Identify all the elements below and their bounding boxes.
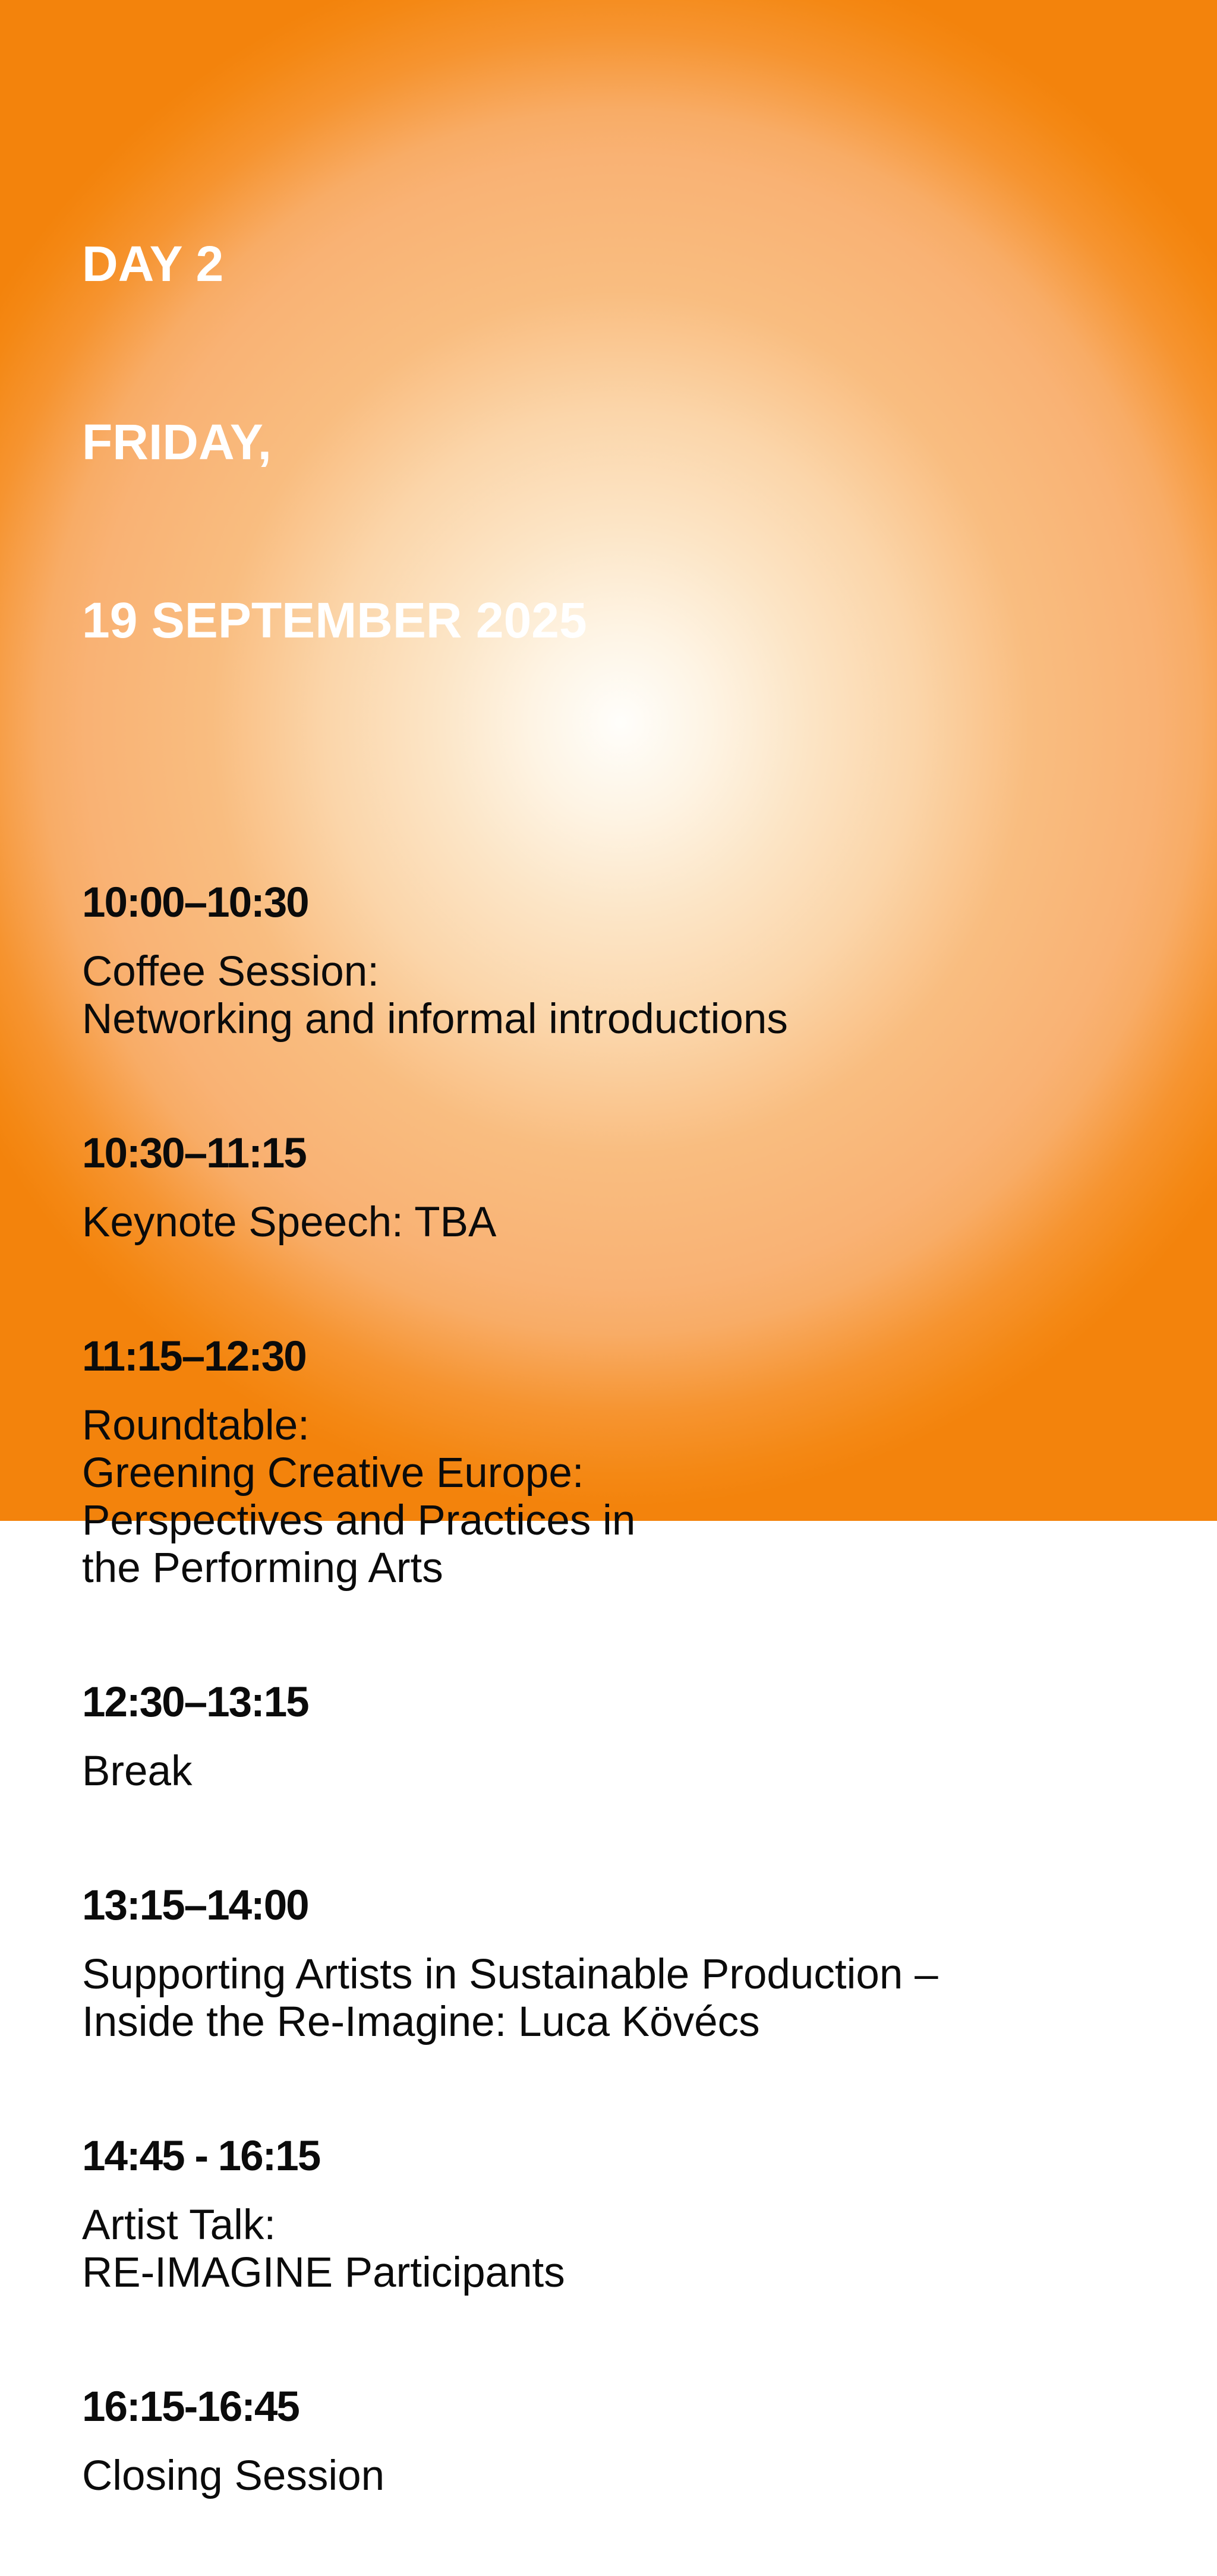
session-time: 16:15-16:45	[82, 2384, 299, 2430]
schedule-entry	[82, 1109, 938, 1246]
session-title-line: Supporting Artists in Sustainable Production –	[82, 1951, 938, 1998]
session-title-line: Break	[82, 1748, 193, 1795]
schedule-entry	[82, 1861, 938, 2046]
session-title-line: Networking and informal introductions	[82, 996, 788, 1043]
date-label: 19 SEPTEMBER 2025	[82, 592, 587, 648]
session-title-line: Perspectives and Practices in	[82, 1497, 636, 1544]
session-time: 12:30–13:15	[82, 1679, 308, 1726]
session-time: 10:00–10:30	[82, 879, 308, 926]
session-time: 10:30–11:15	[82, 1130, 306, 1177]
session-title-line: RE-IMAGINE Participants	[82, 2249, 565, 2296]
session-title-line: Greening Creative Europe:	[82, 1450, 584, 1497]
weekday-label: FRIDAY,	[82, 414, 272, 470]
session-title-line: Keynote Speech: TBA	[82, 1199, 497, 1246]
session-title-line: Closing Session	[82, 2452, 385, 2499]
poster-content	[82, 83, 938, 2576]
day-label: DAY 2	[82, 236, 224, 292]
session-title-line: Coffee Session:	[82, 948, 379, 995]
day-header	[82, 115, 938, 769]
schedule	[82, 836, 938, 2544]
schedule-entry	[82, 858, 938, 1043]
session-title-line: the Performing Arts	[82, 1545, 443, 1592]
schedule-entry	[82, 2362, 938, 2500]
session-title-line: Inside the Re-Imagine: Luca Kövécs	[82, 1999, 760, 2045]
schedule-entry	[82, 2111, 938, 2297]
session-time: 11:15–12:30	[82, 1333, 306, 1380]
session-time: 13:15–14:00	[82, 1882, 308, 1929]
session-title-line: Roundtable:	[82, 1402, 310, 1449]
session-title-line: Artist Talk:	[82, 2202, 276, 2249]
session-time: 14:45 - 16:15	[82, 2133, 320, 2180]
schedule-entry	[82, 1658, 938, 1795]
schedule-entry	[82, 1312, 938, 1592]
